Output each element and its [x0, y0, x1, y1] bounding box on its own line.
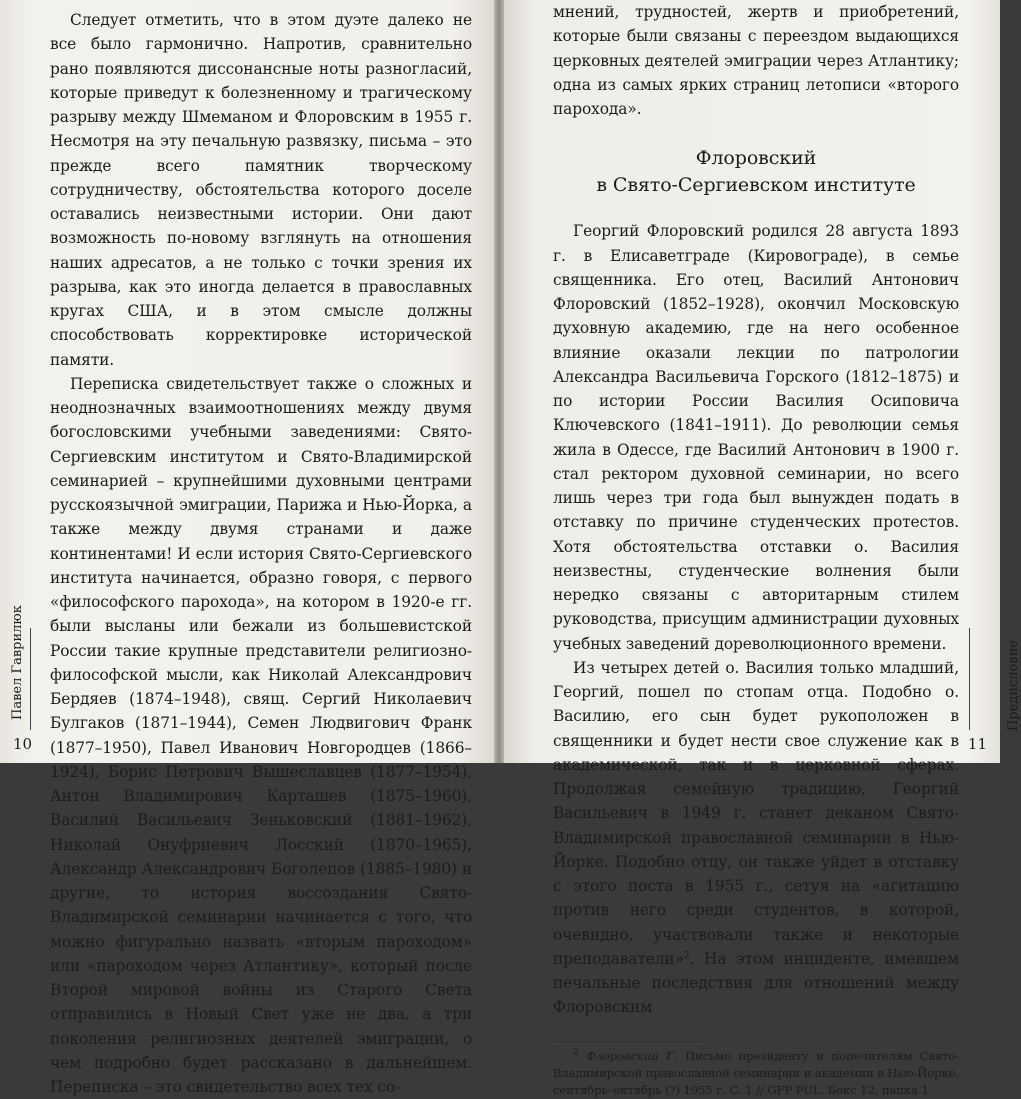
footnote	[553, 1048, 959, 1099]
footnote-author: Флоровский Г.	[586, 1048, 678, 1063]
right-page-text	[553, 0, 959, 1099]
running-head-section: Предисловие	[1006, 640, 1021, 732]
section-heading-line-1: Флоровский	[695, 147, 817, 170]
footnote-rule	[553, 1041, 703, 1042]
book-gutter	[494, 0, 504, 763]
right-paragraph-2-tail: . На этом инциденте, имевшем печальные последствия для отношений между Флоровским	[553, 949, 959, 1017]
running-head-author: Павел Гаврилюк	[10, 605, 25, 720]
page-number-left: 10	[13, 735, 33, 753]
left-paragraph-2: Переписка свидетельствует также о сложных и неоднозначных взаимоотношениях между двумя богословскими учебными заведениями: Свято-Сергиевским институтом и Свято-Владимирской семинарией – крупнейшими духовными центрами русскоязычной эмиграции, Парижа и Нью-Йорка, а также между двумя странами и даже континентами! И если история Свято-Сергиевского института начинается, образно говоря, с первого «философского парохода», на котором в 1920-е гг. были высланы или бежали из большевистской России такие крупные представители религиозно-философской мысли, как Николай Александрович Бердяев (1874–1948), свящ. Сергий Николаевич Булгаков (1871–1944), Семен Людвигович Франк (1877–1950), Павел Иванович Новгородцев (1866–1924), Борис Петрович Вышеславцев (1877–1954), Антон Владимирович Карташев (1875–1960), Василий Васильевич Зеньковский (1881–1962), Николай Онуфриевич Лосский (1870–1965), Александр Александрович Боголепов (1885–1980) и другие, то история воссоздания Свято-Владимирской семинарии начинается с того, что можно фигурально назвать «вторым пароходом» или «пароходом через Атлантику», который после Второй мировой войны из Старого Света отправились в Новый Свет уже не два, а три поколения религиозных деятелей эмиграции, о чем подробно будет рассказано в дальнейшем. Переписка – это свидетельство всех тех со-	[50, 374, 472, 1096]
left-margin-rule	[30, 628, 31, 730]
right-margin-rule	[969, 628, 970, 730]
section-heading-line-2: в Свято-Сергиевском институте	[596, 174, 916, 197]
footnote-text: Письмо президенту и попечителям Свято-Владимирской православной семинарии и академии в Нью-Йорке, сентябрь–октябрь (?) 1955 г. С. 1 // GFP PUL. Бокс 12, папка 1.	[553, 1048, 959, 1097]
footnote-number: 2	[573, 1047, 579, 1058]
left-paragraph-1: Следует отметить, что в этом дуэте далеко не все было гармонично. Напротив, сравнительно рано появляются диссонансные ноты разногласий, которые приведут к болезненному и трагическому разрыву между Шмеманом и Флоровским в 1955 г. Несмотря на эту печальную развязку, письма – это прежде всего памятник творческому сотрудничеству, обстоятельства которого доселе оставались неизвестными истории. Они дают возможность по-новому взглянуть на отношения наших адресатов, а не только с точки зрения их разрыва, как это иногда делается в православных кругах США, и в этом смысле должны способствовать корректировке исторической памяти.	[50, 11, 472, 369]
right-page	[498, 0, 1021, 1097]
page-number-right: 11	[967, 735, 987, 753]
left-page	[0, 0, 498, 1096]
right-paragraph-2-text: Из четырех детей о. Василия только младший, Георгий, пошел по стопам отца. Подобно о. Василию, его сын будет рукоположен в священники и будет нести свое служение как в академической, так и в церковной сферах. Продолжая семейную традицию, Георгий Васильевич в 1949 г. станет деканом Свято-Владимирской православной семинарии в Нью-Йорке. Подобно отцу, он также уйдет в отставку с этого поста в 1955 г., сетуя на «агитацию против него среди студентов, в которой, очевидно, участвовали также и некоторые преподаватели»	[553, 658, 959, 968]
section-heading	[553, 145, 959, 199]
right-continuation-paragraph: мнений, трудностей, жертв и приобретений, которые были связаны с переездом выдающихся церковных деятелей эмиграции через Атлантику; одна из самых ярких страниц летописи «второго парохода».	[553, 3, 959, 118]
right-paragraph-2	[553, 656, 959, 1020]
left-page-text	[50, 8, 472, 1099]
footnote-reference[interactable]: 2	[683, 950, 690, 961]
right-paragraph-1: Георгий Флоровский родился 28 августа 1893 г. в Елисаветграде (Кировограде), в семье священника. Его отец, Василий Антонович Флоровский (1852–1928), окончил Московскую духовную академию, где на него особенное влияние оказали лекции по патрологии Александра Васильевича Горского (1812–1875) и по истории России Василия Осиповича Ключевского (1841–1911). До революции семья жила в Одессе, где Василий Антонович в 1900 г. стал ректором духовной семинарии, но всего лишь через три года был вынужден подать в отставку по причине студенческих протестов. Хотя обстоятельства отставки о. Василия неизвестны, студенческие волнения были нередко связаны с авторитарным стилем руководства, присущим администрации духовных учебных заведений дореволюционного времени.	[553, 222, 959, 653]
